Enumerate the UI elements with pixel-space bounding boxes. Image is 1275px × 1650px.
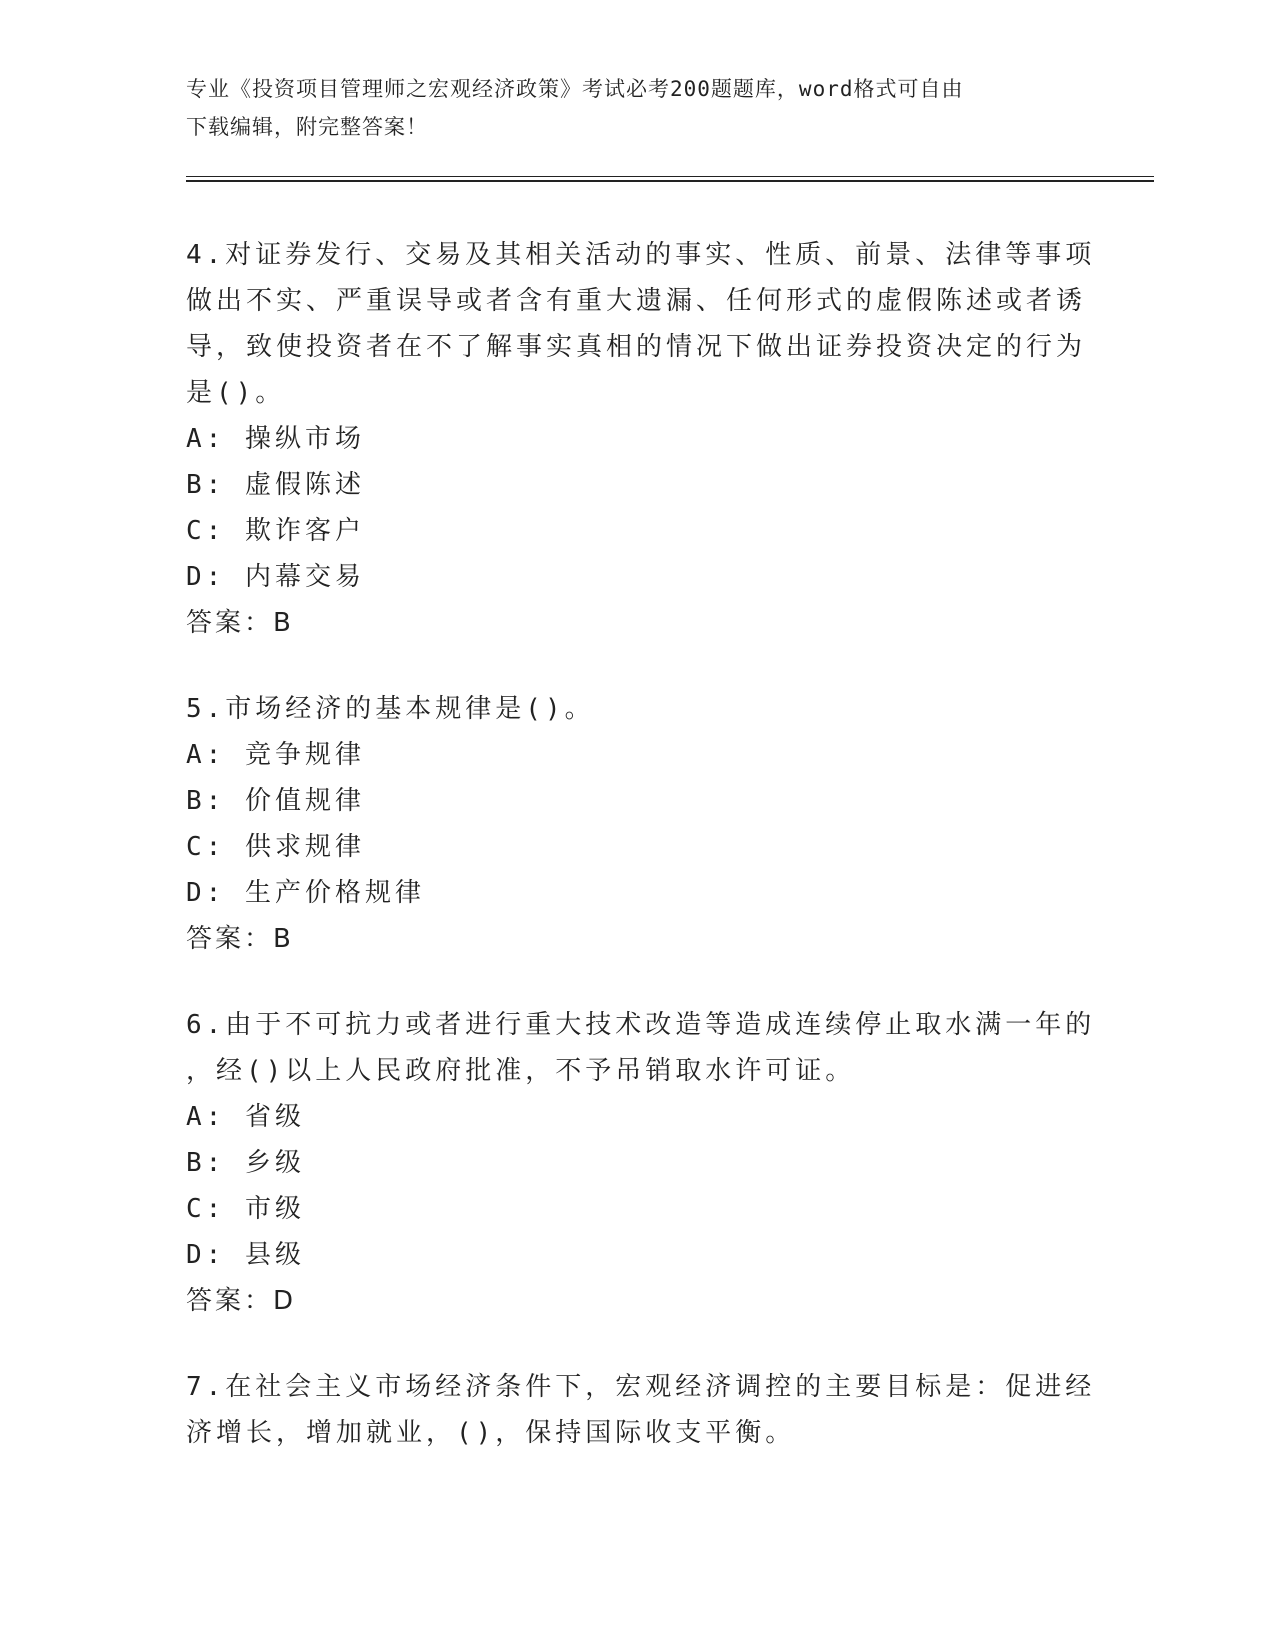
option-c: C: 市级 xyxy=(186,1194,305,1224)
option-c: C: 供求规律 xyxy=(186,832,365,862)
question-stem: 济增长，增加就业，()，保持国际收支平衡。 xyxy=(186,1418,796,1448)
option-b: B: 乡级 xyxy=(186,1148,305,1178)
header-line: 下载编辑，附完整答案！ xyxy=(186,115,428,139)
question-stem: 4.对证券发行、交易及其相关活动的事实、性质、前景、法律等事项 xyxy=(186,240,1096,270)
question-4 xyxy=(186,232,1146,646)
option-a: A: 竞争规律 xyxy=(186,740,365,770)
option-a: A: 操纵市场 xyxy=(186,424,365,454)
question-list xyxy=(186,232,1146,1496)
header-divider xyxy=(186,176,1154,182)
header-line: 专业《投资项目管理师之宏观经济政策》考试必考200题题库，word格式可自由 xyxy=(186,77,964,101)
option-b: B: 虚假陈述 xyxy=(186,470,365,500)
question-stem: 做出不实、严重误导或者含有重大遗漏、任何形式的虚假陈述或者诱 xyxy=(186,286,1087,316)
question-5 xyxy=(186,686,1146,962)
question-stem: 是()。 xyxy=(186,378,286,408)
option-c: C: 欺诈客户 xyxy=(186,516,365,546)
question-stem: 导，致使投资者在不了解事实真相的情况下做出证券投资决定的行为 xyxy=(186,332,1087,362)
answer: 答案：D xyxy=(186,1286,297,1316)
option-d: D: 内幕交易 xyxy=(186,562,365,592)
option-a: A: 省级 xyxy=(186,1102,305,1132)
document-header xyxy=(186,70,1146,146)
question-7 xyxy=(186,1364,1146,1456)
question-stem: 6.由于不可抗力或者进行重大技术改造等造成连续停止取水满一年的 xyxy=(186,1010,1096,1040)
answer: 答案：B xyxy=(186,924,294,954)
question-6 xyxy=(186,1002,1146,1324)
answer: 答案：B xyxy=(186,608,294,638)
option-d: D: 县级 xyxy=(186,1240,305,1270)
option-d: D: 生产价格规律 xyxy=(186,878,425,908)
question-stem: ，经()以上人民政府批准，不予吊销取水许可证。 xyxy=(186,1056,856,1086)
question-stem: 7.在社会主义市场经济条件下，宏观经济调控的主要目标是：促进经 xyxy=(186,1372,1096,1402)
option-b: B: 价值规律 xyxy=(186,786,365,816)
question-stem: 5.市场经济的基本规律是()。 xyxy=(186,694,595,724)
